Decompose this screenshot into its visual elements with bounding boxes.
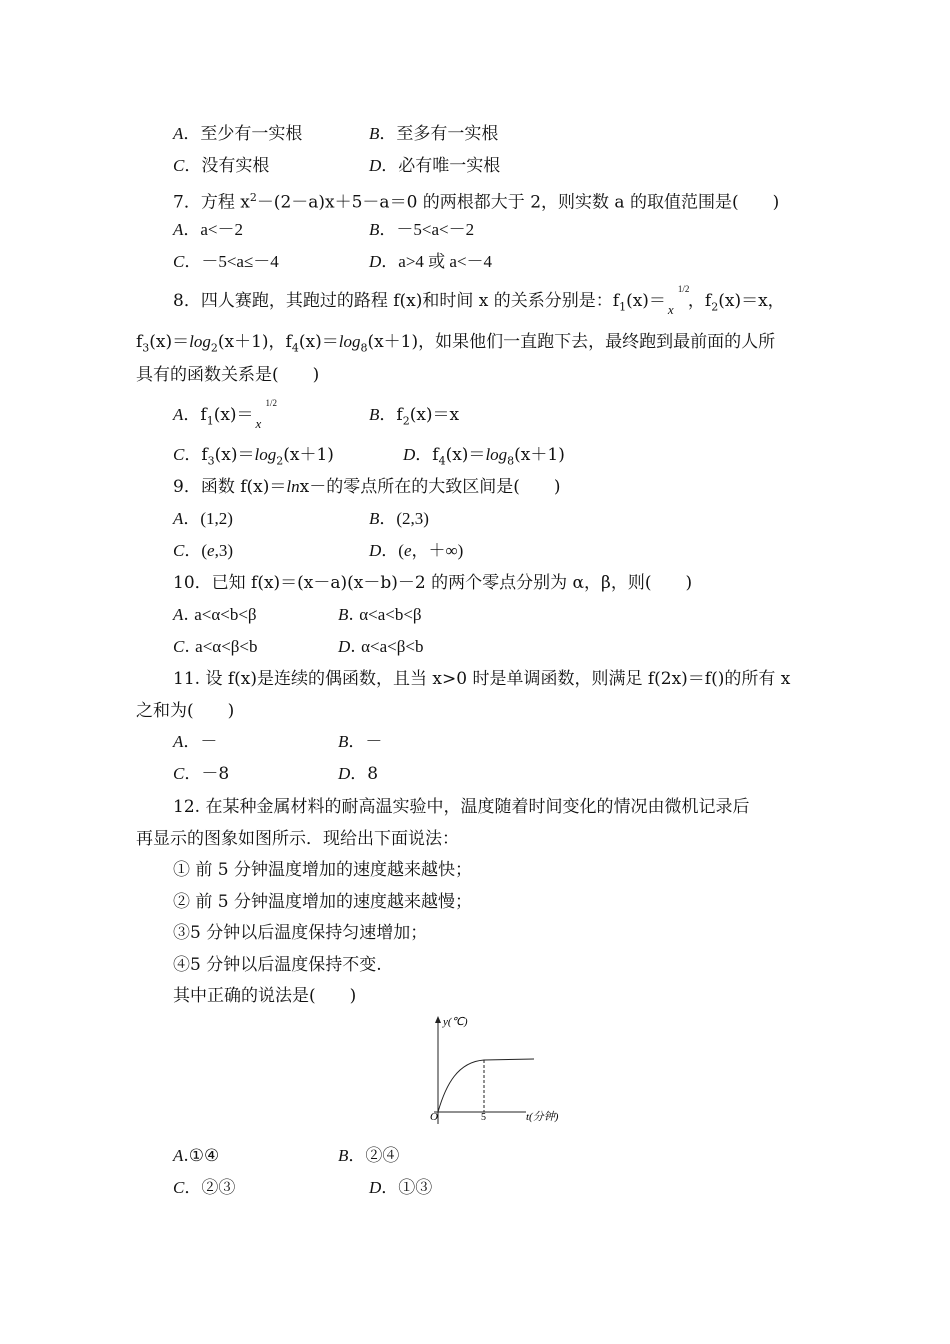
q8-option-d: D．$f_4(x)=\log_8(x+1)$ bbox=[403, 445, 565, 468]
q8-stem-line2: $f_3(x)=\log_2(x+1)$，$f_4(x)=\log_8(x+1)$，如果他们一直跑下去，最终跑到最前面的人所 bbox=[136, 332, 776, 355]
q7-option-a: A．a<－2 bbox=[173, 220, 244, 240]
q10-option-a: A. a<α<b<β bbox=[173, 605, 257, 625]
q12-stem-line1: 12. 在某种金属材料的耐高温实验中，温度随着时间变化的情况由微机记录后 bbox=[173, 797, 750, 817]
q6-option-d: D．必有唯一实根 bbox=[369, 156, 501, 176]
q6-option-a: A．至少有一实根 bbox=[173, 124, 303, 144]
q12-question: 其中正确的说法是( ) bbox=[173, 986, 357, 1006]
q12-option-c: C．②③ bbox=[173, 1178, 236, 1198]
q10-option-d: D. α<a<β<b bbox=[338, 637, 424, 657]
q12-statement-3: ③5 分钟以后温度保持匀速增加； bbox=[173, 923, 428, 943]
q7-option-c: C．－5<a≤－4 bbox=[173, 252, 279, 272]
q8-option-c: C．$f_3(x)=\log_2(x+1)$ bbox=[173, 445, 334, 468]
q8-stem-line1: 8．四人赛跑，其跑过的路程 f(x)和时间 x 的关系分别是：$f_1(x)=$ x 1/2 ，$f_2(x)=x$， bbox=[173, 283, 785, 317]
q9-option-d: D．(e，＋∞) bbox=[369, 541, 464, 561]
q6-option-b: B．至多有一实根 bbox=[369, 124, 499, 144]
y-axis-arrow bbox=[435, 1016, 441, 1023]
q8-stem-line3: 具有的函数关系是( ) bbox=[136, 365, 320, 385]
q12-option-d: D．①③ bbox=[369, 1178, 433, 1198]
q7-stem: 7．方程 $x^2-(2-a)x+5-a=0$ 的两根都大于 2，则实数 a 的取值范围是( ) bbox=[173, 191, 780, 213]
temperature-time-graph bbox=[418, 1012, 570, 1136]
q11-stem-line1: 11. 设 f(x)是连续的偶函数，且当 x>0 时是单调函数，则满足 f(2x)＝f()的所有 x bbox=[173, 669, 791, 689]
q12-statement-2: ② 前 5 分钟温度增加的速度越来越慢； bbox=[173, 892, 473, 912]
q11-option-b: B．－ bbox=[338, 732, 383, 752]
temperature-curve bbox=[438, 1059, 534, 1112]
q12-stem-line2: 再显示的图象如图所示．现给出下面说法： bbox=[136, 829, 459, 849]
q9-option-a: A．(1,2) bbox=[173, 509, 233, 529]
q12-option-b: B．②④ bbox=[338, 1146, 400, 1166]
tick-5-label: 5 bbox=[481, 1112, 486, 1123]
q6-option-c: C．没有实根 bbox=[173, 156, 270, 176]
q7-option-b: B．－5<a<－2 bbox=[369, 220, 475, 240]
q12-option-a: A.①④ bbox=[173, 1146, 220, 1166]
q9-stem: 9．函数 f(x)＝lnx－的零点所在的大致区间是( ) bbox=[173, 477, 561, 497]
q10-option-b: B. α<a<b<β bbox=[338, 605, 422, 625]
power-half-expression: x 1/2 bbox=[255, 397, 278, 431]
q10-stem: 10．已知 f(x)＝(x－a)(x－b)－2 的两个零点分别为 α，β，则( ) bbox=[173, 573, 693, 593]
q7-option-d: D．a>4 或 a<－4 bbox=[369, 252, 493, 272]
q8-option-a: A．$f_1(x)=$ x 1/2 bbox=[173, 397, 278, 431]
power-half-expression: x 1/2 bbox=[667, 283, 690, 317]
q8-option-b: B．$f_2(x)=x$ bbox=[369, 405, 460, 428]
q12-statement-4: ④5 分钟以后温度保持不变. bbox=[173, 955, 382, 975]
origin-label: O bbox=[430, 1111, 438, 1123]
q11-stem-line2: 之和为( ) bbox=[136, 701, 235, 721]
q12-statement-1: ① 前 5 分钟温度增加的速度越来越快； bbox=[173, 860, 473, 880]
q11-option-d: D．8 bbox=[338, 764, 379, 784]
x-axis-label: t(分钟) bbox=[526, 1111, 559, 1123]
q9-option-c: C．(e,3) bbox=[173, 541, 233, 561]
q11-option-c: C．－8 bbox=[173, 764, 230, 784]
q11-option-a: A．－ bbox=[173, 732, 218, 752]
q9-option-b: B．(2,3) bbox=[369, 509, 429, 529]
y-axis-label: y(℃) bbox=[443, 1016, 468, 1028]
q10-option-c: C. a<α<β<b bbox=[173, 637, 258, 657]
